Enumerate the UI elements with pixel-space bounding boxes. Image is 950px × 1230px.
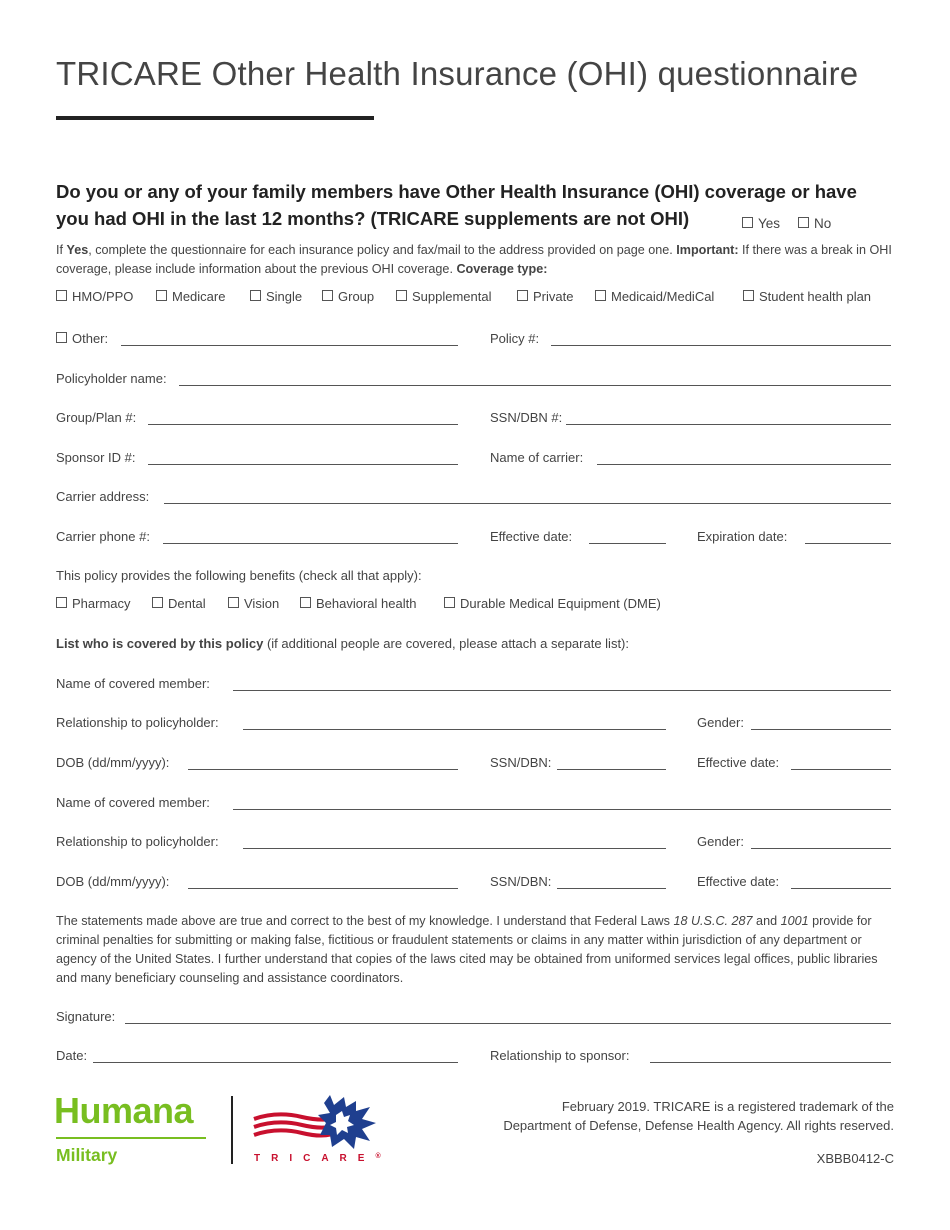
member-1-name-input[interactable] <box>233 689 891 691</box>
checkbox-icon <box>595 290 606 301</box>
coverage-label: Student health plan <box>759 289 872 304</box>
coverage-group-checkbox[interactable] <box>322 289 374 304</box>
coverage-single-checkbox[interactable] <box>250 289 302 304</box>
carrier-address-label: Carrier address: <box>56 489 150 504</box>
instructions-text-2: If there was a break in OHI coverage, please include information about the previous OHI coverage. <box>56 243 892 276</box>
member-1-gender-label: Gender: <box>697 715 744 730</box>
question-line-1: Do you or any of your family members have Other Health Insurance (OHI) coverage or have <box>56 181 857 202</box>
carrier-address-input[interactable] <box>164 502 891 504</box>
effective-date-label: Effective date: <box>490 529 573 544</box>
benefit-behavioral-checkbox[interactable] <box>300 596 416 611</box>
page-title: TRICARE Other Health Insurance (OHI) questionnaire <box>56 55 859 92</box>
checkbox-icon <box>396 290 407 301</box>
member-1-relationship-label: Relationship to policyholder: <box>56 715 219 730</box>
coverage-type-label: Coverage type: <box>456 262 548 276</box>
humana-military-text: Military <box>56 1145 118 1165</box>
benefit-vision-checkbox[interactable] <box>228 596 279 611</box>
footer-line-2: Department of Defense, Defense Health Agency. All rights reserved. <box>503 1118 894 1133</box>
member-2-gender-input[interactable] <box>751 847 891 849</box>
humana-logo: Humana <box>54 1090 194 1131</box>
instructions-if: If <box>56 243 67 257</box>
benefit-label: Pharmacy <box>72 596 131 611</box>
covered-heading-bold: List who is covered by this policy <box>56 636 264 651</box>
coverage-label: HMO/PPO <box>72 289 134 304</box>
relationship-sponsor-label: Relationship to sponsor: <box>490 1048 630 1063</box>
checkbox-icon <box>322 290 333 301</box>
member-1-gender-input[interactable] <box>751 728 891 730</box>
benefit-label: Durable Medical Equipment (DME) <box>460 596 661 611</box>
instructions-important: Important: <box>676 243 739 257</box>
instructions-yes: Yes <box>66 243 89 257</box>
no-checkbox[interactable] <box>798 210 831 237</box>
checkbox-icon <box>743 290 754 301</box>
member-1-dob-input[interactable] <box>188 768 458 770</box>
statement-text-1: The statements made above are true and correct to the best of my knowledge. I understand that Federal Laws <box>56 914 674 928</box>
checkbox-icon <box>742 217 753 228</box>
policy-number-label: Policy #: <box>490 331 540 346</box>
checkbox-icon <box>56 597 67 608</box>
tricare-logo-icon <box>252 1093 382 1153</box>
member-2-ssn-input[interactable] <box>557 887 666 889</box>
benefit-pharmacy-checkbox[interactable] <box>56 596 131 611</box>
policyholder-name-label: Policyholder name: <box>56 371 167 386</box>
checkbox-icon <box>444 597 455 608</box>
yes-label: Yes <box>758 216 781 231</box>
tricare-reg: ® <box>375 1153 381 1160</box>
ohi-question <box>56 178 916 232</box>
humana-logo-rule <box>56 1137 206 1139</box>
checkbox-icon <box>228 597 239 608</box>
form-code: XBBB0412-C <box>816 1151 894 1166</box>
member-2-ssn-label: SSN/DBN: <box>490 874 552 889</box>
coverage-label: Supplemental <box>412 289 492 304</box>
tricare-wordmark <box>254 1153 381 1164</box>
benefit-label: Dental <box>168 596 206 611</box>
footer-copyright <box>503 1097 894 1135</box>
member-2-effective-input[interactable] <box>791 887 891 889</box>
coverage-hmo-ppo-checkbox[interactable] <box>56 289 133 304</box>
checkbox-icon <box>300 597 311 608</box>
effective-date-input[interactable] <box>589 542 666 544</box>
statement-text-2: provide for criminal penalties for submitting or making false, fictitious or fraudulent statements or claims in any matter within jurisdiction of any department or agency of the United States. I further understand that copies of the laws cited may be obtained from uniformed services legal offices, public libraries and many beneficiary counseling and assistance coordinators. <box>56 914 878 985</box>
signature-label: Signature: <box>56 1009 116 1024</box>
instructions-text-1: , complete the questionnaire for each insurance policy and fax/mail to the address provided on page one. <box>88 243 677 257</box>
coverage-label: Medicare <box>172 289 226 304</box>
statement-law-1: 18 U.S.C. 287 <box>673 914 753 928</box>
benefit-dme-checkbox[interactable] <box>444 596 661 611</box>
footer-line-1: February 2019. TRICARE is a registered trademark of the <box>561 1099 894 1114</box>
question-line-2: you had OHI in the last 12 months? (TRICARE supplements are not OHI) <box>56 208 690 229</box>
other-checkbox[interactable] <box>56 331 108 346</box>
coverage-student-checkbox[interactable] <box>743 289 871 304</box>
member-2-dob-label: DOB (dd/mm/yyyy): <box>56 874 170 889</box>
relationship-sponsor-input[interactable] <box>650 1061 891 1063</box>
title-underline <box>56 116 374 120</box>
member-1-ssn-label: SSN/DBN: <box>490 755 552 770</box>
yes-checkbox[interactable] <box>742 210 780 237</box>
coverage-medicare-checkbox[interactable] <box>156 289 225 304</box>
expiration-date-input[interactable] <box>805 542 891 544</box>
member-2-gender-label: Gender: <box>697 834 744 849</box>
member-2-name-input[interactable] <box>233 808 891 810</box>
checkbox-icon <box>56 290 67 301</box>
sponsor-id-input[interactable] <box>148 463 458 465</box>
legal-statement <box>56 912 896 988</box>
statement-and: and <box>752 914 781 928</box>
policy-number-input[interactable] <box>551 344 891 346</box>
other-label: Other: <box>72 331 109 346</box>
coverage-private-checkbox[interactable] <box>517 289 573 304</box>
member-1-ssn-input[interactable] <box>557 768 666 770</box>
member-2-dob-input[interactable] <box>188 887 458 889</box>
group-plan-label: Group/Plan #: <box>56 410 137 425</box>
member-1-effective-label: Effective date: <box>697 755 780 770</box>
logo-divider <box>231 1096 233 1164</box>
coverage-label: Group <box>338 289 375 304</box>
date-input[interactable] <box>93 1061 458 1063</box>
member-1-effective-input[interactable] <box>791 768 891 770</box>
instructions <box>56 241 896 279</box>
member-2-relationship-input[interactable] <box>243 847 666 849</box>
checkbox-icon <box>56 332 67 343</box>
other-input[interactable] <box>121 344 458 346</box>
coverage-label: Single <box>266 289 303 304</box>
coverage-supplemental-checkbox[interactable] <box>396 289 492 304</box>
member-1-dob-label: DOB (dd/mm/yyyy): <box>56 755 170 770</box>
carrier-name-input[interactable] <box>597 463 891 465</box>
sponsor-id-label: Sponsor ID #: <box>56 450 136 465</box>
coverage-medicaid-checkbox[interactable] <box>595 289 714 304</box>
member-2-relationship-label: Relationship to policyholder: <box>56 834 219 849</box>
tricare-text: TRICARE <box>254 1153 376 1164</box>
group-plan-input[interactable] <box>148 423 458 425</box>
coverage-label: Private <box>533 289 574 304</box>
carrier-name-label: Name of carrier: <box>490 450 584 465</box>
covered-heading-rest: (if additional people are covered, please attach a separate list): <box>263 636 629 651</box>
statement-law-2: 1001 <box>780 914 809 928</box>
benefit-label: Vision <box>244 596 280 611</box>
checkbox-icon <box>152 597 163 608</box>
member-1-name-label: Name of covered member: <box>56 676 210 691</box>
carrier-phone-input[interactable] <box>163 542 458 544</box>
member-2-effective-label: Effective date: <box>697 874 780 889</box>
coverage-label: Medicaid/MediCal <box>611 289 715 304</box>
expiration-date-label: Expiration date: <box>697 529 788 544</box>
checkbox-icon <box>250 290 261 301</box>
member-1-relationship-input[interactable] <box>243 728 666 730</box>
no-label: No <box>814 216 832 231</box>
ssn-dbn-label: SSN/DBN #: <box>490 410 563 425</box>
benefit-label: Behavioral health <box>316 596 417 611</box>
ssn-dbn-input[interactable] <box>566 423 891 425</box>
date-label: Date: <box>56 1048 88 1063</box>
checkbox-icon <box>156 290 167 301</box>
benefits-intro: This policy provides the following benefits (check all that apply): <box>56 568 422 583</box>
carrier-phone-label: Carrier phone #: <box>56 529 150 544</box>
member-2-name-label: Name of covered member: <box>56 795 210 810</box>
checkbox-icon <box>798 217 809 228</box>
signature-input[interactable] <box>125 1022 891 1024</box>
covered-heading <box>56 636 629 651</box>
benefit-dental-checkbox[interactable] <box>152 596 206 611</box>
checkbox-icon <box>517 290 528 301</box>
policyholder-name-input[interactable] <box>179 384 891 386</box>
